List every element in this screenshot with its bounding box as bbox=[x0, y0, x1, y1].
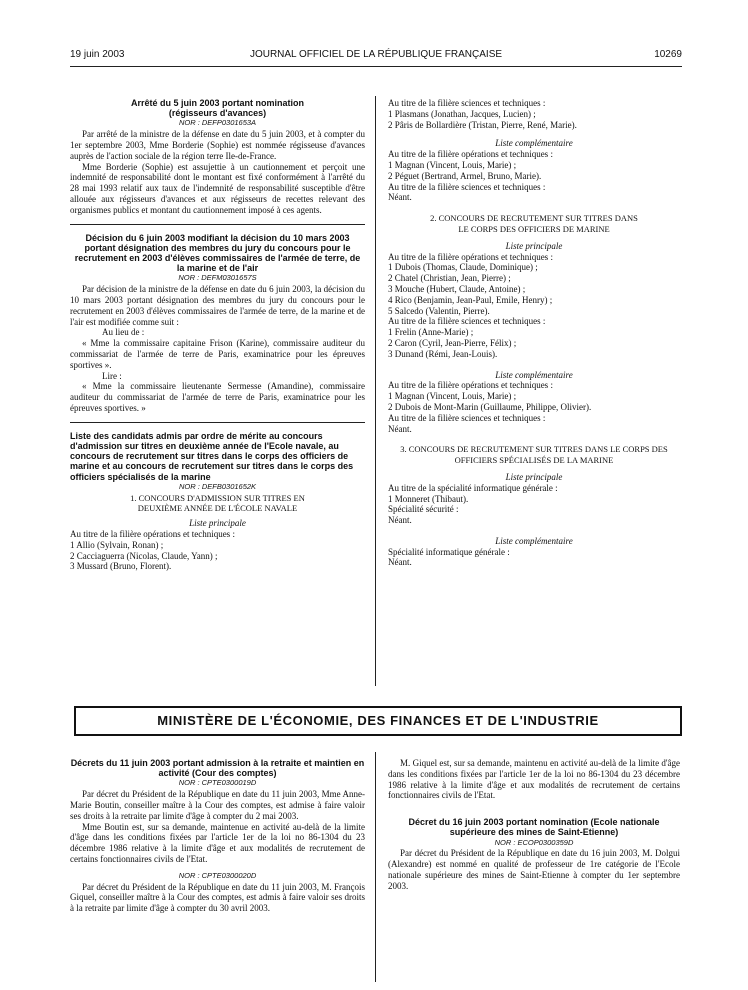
list-item: 1 Magnan (Vincent, Louis, Marie) ; bbox=[388, 391, 517, 402]
header-page-number: 10269 bbox=[654, 49, 682, 60]
list-item: 1 Allio (Sylvain, Ronan) ; bbox=[70, 539, 164, 550]
list-heading: Liste principale bbox=[189, 518, 246, 529]
nor-reference: NOR : CPTE0300020D bbox=[178, 870, 257, 880]
list-item: 3 Dunand (Rémi, Jean-Louis). bbox=[388, 348, 498, 359]
header-date: 19 juin 2003 bbox=[70, 49, 125, 60]
paragraph: Néant. bbox=[388, 423, 412, 434]
paragraph: Par arrêté de la ministre de la défense en date du 5 juin 2003, et à compter du 1er septembre 2003, Mme Borderie (Sophie) est nommée régisseuse d'avances auprès de l'action sociale de la région terre Ile-de-France. bbox=[70, 129, 365, 161]
paragraph: Mme Boutin est, sur sa demande, maintenue en activité au-delà de la limite d'âge dans les conditions fixées par l'article 1er de la loi no 86-1304 du 23 décembre 1986 relative à la limite d'âge et aux modalités de recrutement de certains fonctionnaires civils de l'Etat. bbox=[70, 821, 365, 864]
page-header bbox=[70, 49, 682, 65]
nor-reference: NOR : CPTE0300019D bbox=[178, 778, 257, 788]
article-title: Décrets du 11 juin 2003 portant admission à la retraite et maintien en activité (Cour des comptes) bbox=[70, 758, 365, 779]
list-item: 4 Rico (Benjamin, Jean-Paul, Emile, Henry) ; bbox=[388, 294, 553, 305]
nor-reference: NOR : DEFM0301657S bbox=[178, 273, 257, 283]
section-heading: 2. CONCOURS DE RECRUTEMENT SUR TITRES DANS LE CORPS DES OFFICIERS DE MARINE bbox=[430, 213, 638, 234]
article-title: Décision du 6 juin 2003 modifiant la décision du 10 mars 2003 portant désignation des membres du jury du concours pour le recrutement en 2003 d'élèves commissaires de l'armée de terre, de la marine et de l'air bbox=[74, 232, 361, 274]
paragraph: Au titre de la spécialité informatique générale : bbox=[388, 482, 558, 493]
paragraph: Lire : bbox=[102, 370, 122, 381]
list-heading: Liste principale bbox=[505, 240, 563, 251]
paragraph: Par décision de la ministre de la défense en date du 6 juin 2003, la décision du 10 mars 2003 portant désignation des membres du jury du concours pour le recrutement en 2003 d'élèves commissaires de l'armée de terre, de la marine et de l'air est modifiée comme suit : bbox=[70, 284, 365, 327]
nor-reference: NOR : DEFB0301652K bbox=[178, 481, 257, 491]
list-item: 5 Salcedo (Valentin, Pierre). bbox=[388, 305, 490, 316]
article-title: Décret du 16 juin 2003 portant nomination (Ecole nationale supérieure des mines de Saint-Etienne) bbox=[408, 817, 660, 838]
section-heading: 3. CONCOURS DE RECRUTEMENT SUR TITRES DANS LE CORPS DES OFFICIERS SPÉCIALISÉS DE LA MARINE bbox=[400, 444, 668, 466]
header-title: JOURNAL OFFICIEL DE LA RÉPUBLIQUE FRANÇAISE bbox=[249, 49, 503, 60]
paragraph: Par décret du Président de la République en date du 11 juin 2003, Mme Anne-Marie Boutin, conseiller maître à la Cour des comptes, est admise à faire valoir ses droits à la retraite par limite d'âge à compter du 2 mai 2003. bbox=[70, 789, 365, 821]
column-divider-bottom bbox=[375, 752, 376, 982]
bottom-left-column bbox=[70, 758, 365, 914]
article-divider bbox=[70, 422, 365, 423]
list-item: 2 Chatel (Christian, Jean, Pierre) ; bbox=[388, 273, 511, 284]
list-item: 2 Caron (Cyril, Jean-Pierre, Félix) ; bbox=[388, 337, 517, 348]
list-item: 2 Péguet (Bertrand, Armel, Bruno, Marie). bbox=[388, 170, 542, 181]
paragraph: Au titre de la filière sciences et techniques : bbox=[388, 181, 546, 192]
ministry-banner: MINISTÈRE DE L'ÉCONOMIE, DES FINANCES ET DE L'INDUSTRIE bbox=[74, 706, 682, 736]
left-column bbox=[70, 98, 365, 572]
list-item: 2 Cacciaguerra (Nicolas, Claude, Yann) ; bbox=[70, 550, 218, 561]
list-heading: Liste complémentaire bbox=[495, 138, 573, 149]
paragraph: « Mme la commissaire lieutenante Sermesse (Amandine), commissaire auditeur du commissariat de l'armée de terre de Paris, examinatrice pour les épreuves sportives. » bbox=[70, 381, 365, 413]
header-rule bbox=[70, 66, 682, 67]
nor-reference: NOR : ECOP0300359D bbox=[494, 837, 574, 847]
paragraph: M. Giquel est, sur sa demande, maintenu en activité au-delà de la limite d'âge dans les conditions fixées par l'article 1er de la loi no 86-1304 du 23 décembre 1986 relative à la limite d'âge et aux modalités de recrutement de certains fonctionnaires civils de l'Etat. bbox=[388, 758, 680, 801]
paragraph: Néant. bbox=[388, 515, 412, 526]
list-item: 3 Mouche (Hubert, Claude, Antoine) ; bbox=[388, 283, 526, 294]
paragraph: Au titre de la filière opérations et techniques : bbox=[388, 251, 553, 262]
paragraph: Néant. bbox=[388, 557, 412, 568]
list-item: 3 Mussard (Bruno, Florent). bbox=[70, 561, 172, 572]
paragraph: Au titre de la filière sciences et techniques : bbox=[388, 98, 546, 108]
list-item: 1 Magnan (Vincent, Louis, Marie) ; bbox=[388, 159, 517, 170]
list-heading: Liste complémentaire bbox=[495, 369, 573, 380]
paragraph: Spécialité sécurité : bbox=[388, 504, 459, 515]
paragraph: Au titre de la filière opérations et techniques : bbox=[388, 149, 553, 160]
bottom-right-column bbox=[388, 758, 680, 892]
article-title: Arrêté du 5 juin 2003 portant nomination (régisseurs d'avances) bbox=[130, 98, 305, 119]
article-title: Liste des candidats admis par ordre de mérite au concours d'admission sur titres en deuxième année de l'Ecole navale, au concours de recrutement sur titres dans le corps des officiers de marine et au concours de recrutement sur titres dans le corps des officiers spécialisés de la marine bbox=[70, 430, 354, 482]
paragraph: Par décret du Président de la République en date du 16 juin 2003, M. Dolgui (Alexandre) est nommé en qualité de professeur de 1re catégorie de l'Ecole nationale supérieure des mines de Saint-Etienne à compter du 1er septembre 2003. bbox=[388, 848, 680, 891]
paragraph: Au titre de la filière sciences et techniques : bbox=[388, 316, 546, 327]
list-item: 1 Monneret (Thibaut). bbox=[388, 493, 469, 504]
paragraph: Au titre de la filière opérations et techniques : bbox=[70, 528, 235, 539]
paragraph: Spécialité informatique générale : bbox=[388, 546, 510, 557]
paragraph: Mme Borderie (Sophie) est assujettie à un cautionnement et perçoit une indemnité de responsabilité dont le montant est fixé conformément à l'arrêté du 28 mai 1993 relatif aux taux de l'indemnité de responsabilité susceptible d'être allouée aux régisseurs d'avances et aux régisseurs de recettes relevant des organismes publics et montant du cautionnement imposé à ces agents. bbox=[70, 161, 365, 215]
column-divider-top bbox=[375, 96, 376, 686]
list-item: 1 Frelin (Anne-Marie) ; bbox=[388, 327, 474, 338]
section-heading: 1. CONCOURS D'ADMISSION SUR TITRES EN DEUXIÈME ANNÉE DE L'ÉCOLE NAVALE bbox=[130, 492, 305, 514]
nor-reference: NOR : DEFP0301653A bbox=[178, 118, 257, 128]
paragraph: « Mme la commissaire capitaine Frison (Karine), commissaire auditeur du commissariat de l'armée de terre de Paris, examinatrice pour les épreuves sportives ». bbox=[70, 338, 365, 370]
right-column bbox=[388, 98, 680, 568]
paragraph: Par décret du Président de la République en date du 11 juin 2003, M. François Giquel, conseiller maître à la Cour des comptes, est admis à faire valoir ses droits à la retraite par limite d'âge à compter du 30 avril 2003. bbox=[70, 881, 365, 914]
list-heading: Liste complémentaire bbox=[495, 535, 573, 546]
article-divider bbox=[70, 224, 365, 225]
list-item: 2 Pâris de Bollardière (Tristan, Pierre, René, Marie). bbox=[388, 119, 577, 130]
paragraph: Au titre de la filière sciences et techniques : bbox=[388, 412, 546, 423]
list-item: 1 Plasmans (Jonathan, Jacques, Lucien) ; bbox=[388, 108, 536, 119]
list-heading: Liste principale bbox=[505, 471, 563, 482]
list-item: 2 Dubois de Mont-Marin (Guillaume, Philippe, Olivier). bbox=[388, 401, 592, 412]
paragraph: Au lieu de : bbox=[102, 327, 145, 338]
paragraph: Au titre de la filière opérations et techniques : bbox=[388, 380, 553, 391]
paragraph: Néant. bbox=[388, 192, 412, 203]
list-item: 1 Dubois (Thomas, Claude, Dominique) ; bbox=[388, 262, 538, 273]
